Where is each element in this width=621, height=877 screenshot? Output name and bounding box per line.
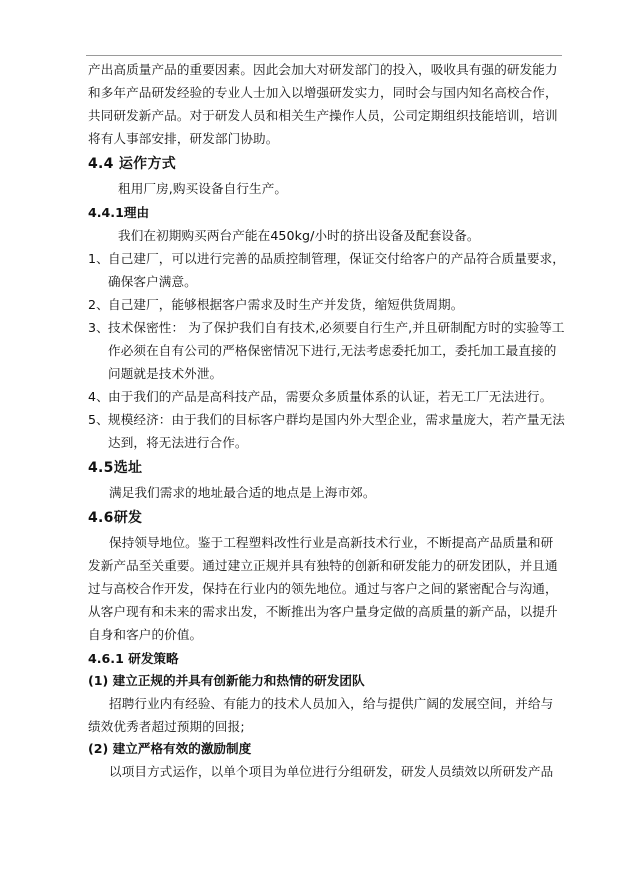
strategy-2-title: (2) 建立严格有效的激励制度 [88, 741, 252, 756]
list-item-text: 由于我们的产品是高科技产品，需要众多质量体系的认证，若无工厂无法进行。 [108, 389, 553, 404]
list-item [88, 408, 566, 454]
section-4-4-1-heading: 4.4.1理由 [88, 205, 150, 220]
list-item-text: 规模经济：由于我们的目标客户群均是国内外大型企业，需求量庞大，若产量无法 [108, 412, 565, 427]
list-item [88, 385, 566, 408]
section-4-6-paragraph [88, 531, 566, 646]
list-item-text: 自己建厂，能够根据客户需求及时生产并发货，缩短供货周期。 [108, 297, 464, 312]
intro-line: 和多年产品研发经验的专业人士加入以增强研发实力，同时会与国内知名高校合作， [88, 85, 558, 100]
strategy-1-line: 绩效优秀者超过预期的回报; [88, 719, 245, 734]
intro-line: 产出高质量产品的重要因素。因此会加大对研发部门的投入，吸收具有强的研发能力 [88, 62, 558, 77]
header-rule [86, 55, 562, 56]
list-item [88, 293, 566, 316]
reasons-list [88, 247, 566, 454]
list-item-text: 技术保密性： 为了保护我们自有技术,必须要自行生产,并且研制配方时的实验等工 [108, 320, 565, 335]
list-item [88, 247, 566, 293]
document-page [88, 58, 566, 783]
intro-paragraph [88, 58, 566, 150]
section-4-4-heading: 4.4 运作方式 [88, 156, 177, 172]
list-item-text: 作必须在自有公司的严格保密情况下进行,无法考虑委托加工，委托加工最直接的 [108, 343, 557, 358]
strategy-2-line: 以项目方式运作，以单个项目为单位进行分组研发，研发人员绩效以所研发产品 [109, 764, 554, 779]
list-item-number: 4、 [88, 389, 109, 404]
section-4-5-heading: 4.5选址 [88, 460, 143, 476]
strategy-1-title: (1) 建立正规的并具有创新能力和热情的研发团队 [88, 673, 365, 688]
list-item-text: 确保客户满意。 [108, 274, 197, 289]
list-item-number: 3、 [88, 320, 109, 335]
paragraph-line: 过与高校合作开发，保持在行业内的领先地位。通过与客户之间的紧密配合与沟通， [88, 581, 558, 596]
paragraph-line: 保持领导地位。鉴于工程塑料改性行业是高新技术行业，不断提高产品质量和研 [109, 535, 554, 550]
list-item-text: 达到，将无法进行合作。 [108, 435, 248, 450]
paragraph-line: 发新产品至关重要。通过建立正规并具有独特的创新和研发能力的研发团队，并且通 [88, 558, 558, 573]
list-item-number: 5、 [88, 412, 109, 427]
list-item-number: 1、 [88, 251, 109, 266]
section-4-6-1-heading: 4.6.1 研发策略 [88, 651, 179, 666]
intro-line: 将有人事部安排，研发部门协助。 [88, 131, 279, 146]
list-item-text: 自己建厂，可以进行完善的品质控制管理，保证交付给客户的产品符合质量要求， [108, 251, 565, 266]
paragraph-line: 自身和客户的价值。 [88, 627, 203, 642]
list-item [88, 316, 566, 385]
intro-line: 共同研发新产品。对于研发人员和相关生产操作人员，公司定期组织技能培训，培训 [88, 108, 558, 123]
list-item-number: 2、 [88, 297, 109, 312]
list-item-text: 问题就是技术外泄。 [108, 366, 223, 381]
strategy-1-line: 招聘行业内有经验、有能力的技术人员加入，给与提供广阔的发展空间，并给与 [109, 696, 554, 711]
section-4-5-text: 满足我们需求的地址最合适的地点是上海市郊。 [109, 485, 376, 500]
section-4-4-1-text: 我们在初期购买两台产能在450kg/小时的挤出设备及配套设备。 [118, 228, 480, 243]
section-4-6-heading: 4.6研发 [88, 510, 143, 526]
section-4-4-text: 租用厂房,购买设备自行生产。 [118, 181, 288, 196]
paragraph-line: 从客户现有和未来的需求出发，不断推出为客户量身定做的高质量的新产品，以提升 [88, 604, 558, 619]
